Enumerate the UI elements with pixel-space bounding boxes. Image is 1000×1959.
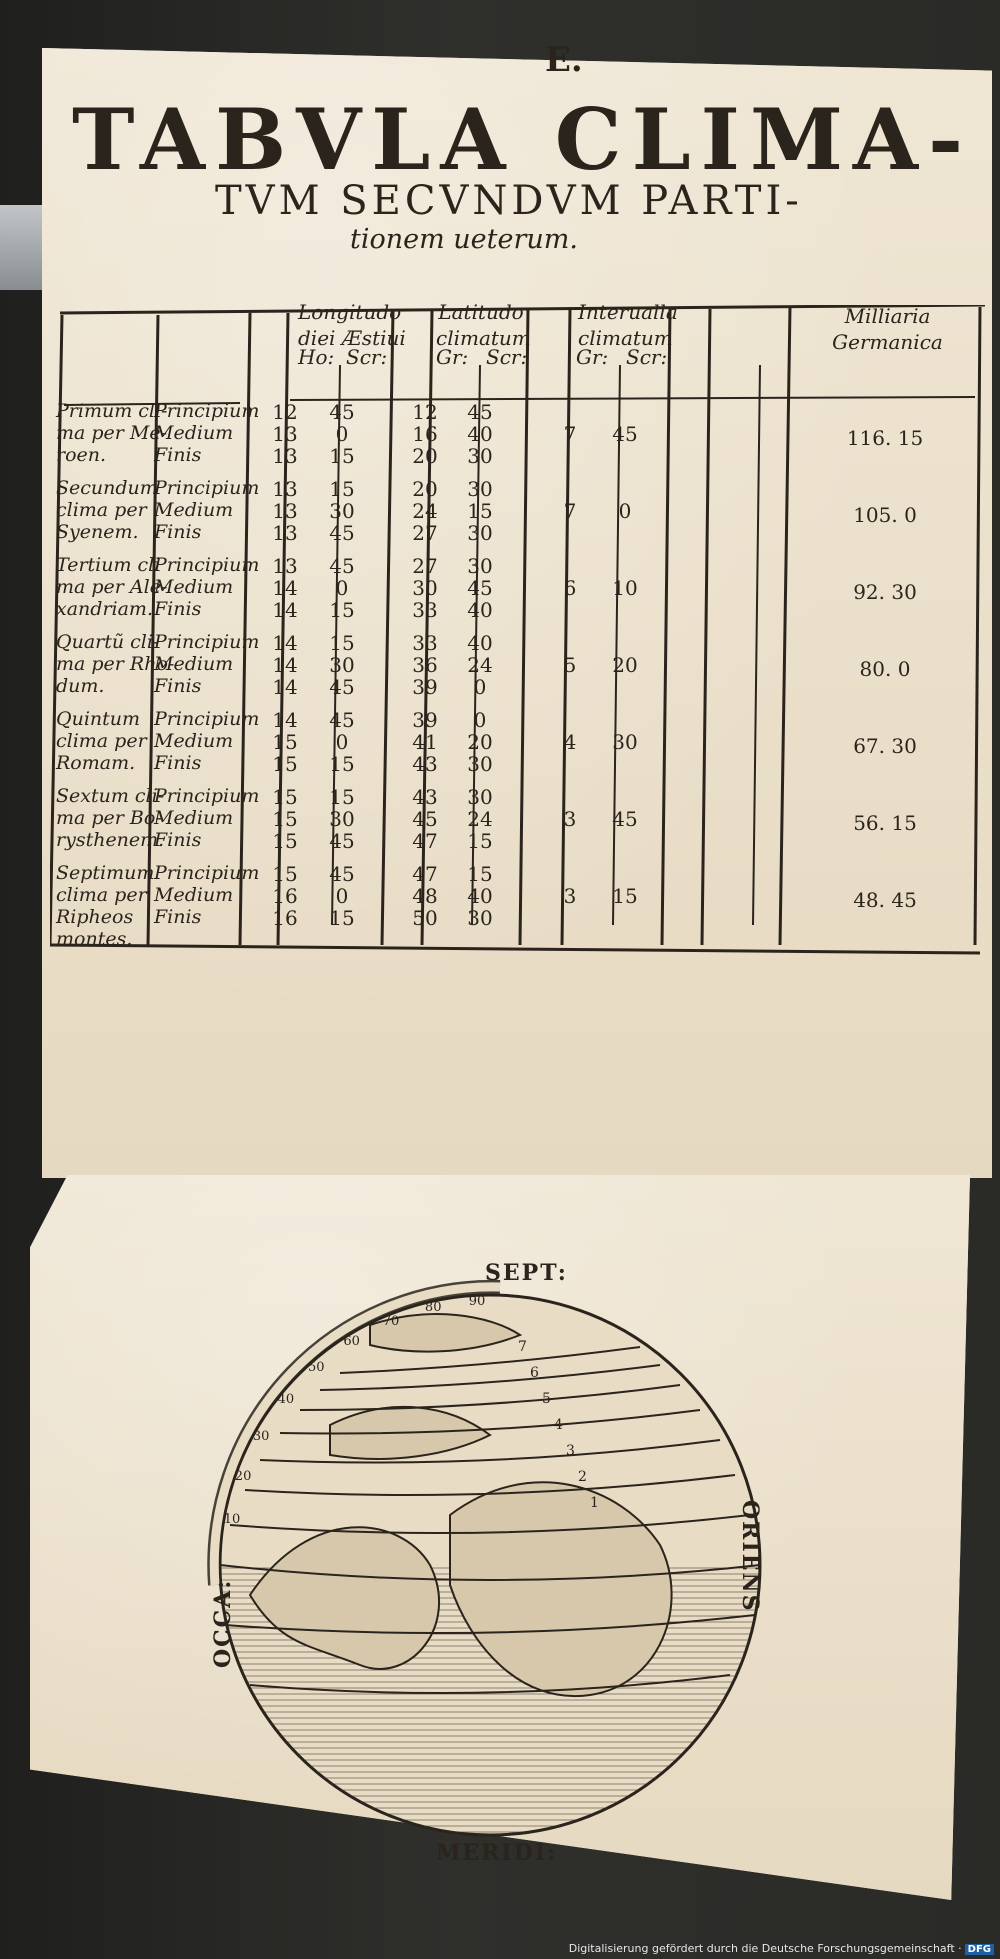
longitudo-value: 45 <box>329 708 355 732</box>
climate-part: Principium <box>154 708 260 730</box>
latitudo-value: 24 <box>412 499 438 523</box>
climate-name-line: ma per Rho- <box>56 653 175 675</box>
scale-number: 40 <box>277 1392 295 1408</box>
scale-number: 80 <box>424 1300 442 1316</box>
latitudo-value: 39 <box>412 675 438 699</box>
clima-number: 6 <box>530 1365 539 1381</box>
unit-lat-scr: Scr: <box>486 345 528 369</box>
latitudo-value: 15 <box>467 862 493 886</box>
longitudo-value: 14 <box>272 576 298 600</box>
latitudo-value: 24 <box>467 653 493 677</box>
latitudo-value: 40 <box>467 422 493 446</box>
climate-part: Finis <box>154 598 202 620</box>
longitudo-value: 14 <box>272 653 298 677</box>
climate-part: Finis <box>154 521 202 543</box>
longitudo-value: 30 <box>329 499 355 523</box>
climate-name-line: roen. <box>56 444 107 466</box>
page-subtitle-continued: tionem ueterum. <box>350 224 578 255</box>
longitudo-value: 45 <box>329 829 355 853</box>
scale-number: 70 <box>382 1313 400 1329</box>
longitudo-value: 16 <box>272 906 298 930</box>
climate-part: Medium <box>154 499 234 521</box>
header-longitudo-line2: diei Æstiui <box>298 326 406 350</box>
latitudo-value: 40 <box>467 631 493 655</box>
climate-name-line: Quintum <box>56 708 141 730</box>
longitudo-value: 14 <box>272 598 298 622</box>
latitudo-value: 30 <box>467 752 493 776</box>
label-north: SEPT: <box>485 1260 568 1286</box>
latitudo-value: 30 <box>467 906 493 930</box>
page-subtitle: TVM SECVNDVM PARTI- <box>215 178 803 224</box>
latitudo-value: 20 <box>412 477 438 501</box>
longitudo-value: 15 <box>272 829 298 853</box>
climate-name-line: ma per Ale- <box>56 576 168 598</box>
globe-illustration <box>190 1265 790 1865</box>
longitudo-value: 12 <box>272 400 298 424</box>
climate-table <box>50 300 992 1185</box>
unit-lat-gr: Gr: <box>436 345 469 369</box>
longitudo-value: 15 <box>272 785 298 809</box>
scale-number: 50 <box>308 1360 325 1376</box>
climate-part: Principium <box>154 400 260 422</box>
header-latitudo-line1: Latitudo <box>438 300 524 324</box>
unit-int-scr: Scr: <box>626 345 668 369</box>
header-latitudo <box>436 299 531 351</box>
latitudo-value: 39 <box>412 708 438 732</box>
longitudo-value: 15 <box>329 598 355 622</box>
climate-name-line: Ripheos <box>56 906 134 928</box>
climate-name-line: dum. <box>56 675 105 697</box>
longitudo-value: 15 <box>329 631 355 655</box>
interuallum-value: 6 <box>563 576 577 600</box>
latitudo-value: 33 <box>412 631 438 655</box>
interuallum-value: 5 <box>563 653 577 677</box>
longitudo-value: 15 <box>272 752 298 776</box>
header-milliaria-line2: Germanica <box>832 330 943 354</box>
longitudo-value: 14 <box>272 631 298 655</box>
header-milliaria <box>795 303 980 355</box>
latitudo-value: 33 <box>412 598 438 622</box>
latitudo-value: 45 <box>412 807 438 831</box>
longitudo-value: 0 <box>335 730 349 754</box>
milliaria-value: 92. 30 <box>853 580 917 604</box>
interuallum-value: 15 <box>612 884 638 908</box>
longitudo-value: 13 <box>272 444 298 468</box>
longitudo-value: 14 <box>272 675 298 699</box>
latitudo-value: 0 <box>473 675 487 699</box>
header-longitudo <box>298 299 406 351</box>
interuallum-value: 7 <box>563 422 577 446</box>
latitudo-value: 27 <box>412 521 438 545</box>
latitudo-value: 15 <box>467 499 493 523</box>
interuallum-value: 0 <box>618 499 632 523</box>
climate-part: Principium <box>154 631 260 653</box>
longitudo-value: 15 <box>272 862 298 886</box>
longitudo-value: 15 <box>329 752 355 776</box>
unit-long-hours: Ho: <box>298 345 335 369</box>
clima-number: 7 <box>518 1339 527 1355</box>
milliaria-value: 67. 30 <box>853 734 917 758</box>
latitudo-value: 12 <box>412 400 438 424</box>
longitudo-value: 14 <box>272 708 298 732</box>
latitudo-value: 43 <box>412 752 438 776</box>
longitudo-value: 15 <box>272 730 298 754</box>
milliaria-value: 80. 0 <box>859 657 911 681</box>
scale-number: 30 <box>252 1428 270 1444</box>
latitudo-value: 0 <box>473 708 487 732</box>
longitudo-value: 13 <box>272 477 298 501</box>
header-longitudo-line1: Longitudo <box>298 300 402 324</box>
climate-part: Medium <box>154 653 234 675</box>
longitudo-value: 30 <box>329 653 355 677</box>
label-west: OCCA: <box>210 1578 236 1668</box>
climate-part: Principium <box>154 785 260 807</box>
longitudo-value: 45 <box>329 521 355 545</box>
latitudo-value: 47 <box>412 862 438 886</box>
longitudo-value: 13 <box>272 499 298 523</box>
longitudo-value: 45 <box>329 400 355 424</box>
climate-part: Medium <box>154 730 234 752</box>
latitudo-value: 50 <box>412 906 438 930</box>
longitudo-value: 0 <box>335 422 349 446</box>
latitudo-value: 15 <box>467 829 493 853</box>
clima-number: 5 <box>542 1391 551 1407</box>
latitudo-value: 43 <box>412 785 438 809</box>
latitudo-value: 47 <box>412 829 438 853</box>
longitudo-value: 15 <box>329 906 355 930</box>
interuallum-value: 3 <box>563 884 577 908</box>
climate-name-line: ma per Me- <box>56 422 168 444</box>
longitudo-value: 0 <box>335 884 349 908</box>
header-latitudo-line2: climatum <box>436 326 531 350</box>
longitudo-value: 16 <box>272 884 298 908</box>
climate-part: Medium <box>154 807 234 829</box>
longitudo-value: 15 <box>329 477 355 501</box>
longitudo-value: 30 <box>329 807 355 831</box>
latitudo-value: 20 <box>412 444 438 468</box>
interuallum-value: 4 <box>563 730 577 754</box>
interuallum-value: 10 <box>612 576 638 600</box>
climate-name-line: Quartũ cli- <box>56 631 160 653</box>
label-east: ORIENS <box>737 1500 763 1613</box>
scale-number: 10 <box>223 1511 241 1527</box>
longitudo-value: 13 <box>272 422 298 446</box>
climate-name-line: clima per <box>56 499 147 521</box>
climate-name-line: Tertium cli <box>56 554 161 576</box>
latitudo-value: 40 <box>467 884 493 908</box>
climate-part: Finis <box>154 829 202 851</box>
climate-name-line: clima per <box>56 730 147 752</box>
longitudo-value: 0 <box>335 576 349 600</box>
climate-part: Principium <box>154 862 260 884</box>
climate-part: Finis <box>154 675 202 697</box>
header-interualla-line2: climatum <box>578 326 673 350</box>
clima-number: 1 <box>590 1495 599 1511</box>
climate-part: Principium <box>154 554 260 576</box>
clima-number: 3 <box>566 1443 575 1459</box>
header-milliaria-line1: Milliaria <box>844 304 931 328</box>
climate-part: Medium <box>154 884 234 906</box>
latitudo-value: 45 <box>467 400 493 424</box>
climate-name-line: xandriam. <box>56 598 153 620</box>
longitudo-value: 15 <box>272 807 298 831</box>
globe-svg <box>190 1265 790 1865</box>
climate-name-line: Primum cli- <box>56 400 168 422</box>
climate-name-line: clima per <box>56 884 147 906</box>
interuallum-value: 7 <box>563 499 577 523</box>
climate-name-line: ma per Bo- <box>56 807 162 829</box>
latitudo-value: 40 <box>467 598 493 622</box>
latitudo-value: 36 <box>412 653 438 677</box>
unit-int-gr: Gr: <box>576 345 609 369</box>
longitudo-value: 15 <box>329 444 355 468</box>
header-interualla-line1: Interualla <box>578 300 678 324</box>
latitudo-value: 24 <box>467 807 493 831</box>
footer-credit <box>569 1942 994 1955</box>
interuallum-value: 3 <box>563 807 577 831</box>
clima-number: 4 <box>554 1417 563 1433</box>
interuallum-value: 45 <box>612 807 638 831</box>
longitudo-value: 13 <box>272 521 298 545</box>
climate-part: Finis <box>154 752 202 774</box>
latitudo-value: 30 <box>467 477 493 501</box>
longitudo-value: 15 <box>329 785 355 809</box>
climate-part: Medium <box>154 422 234 444</box>
signature-mark: E. <box>545 40 583 80</box>
longitudo-value: 45 <box>329 675 355 699</box>
footer-text: Digitalisierung gefördert durch die Deutsche Forschungsgemeinschaft · <box>568 1942 962 1955</box>
latitudo-value: 45 <box>467 576 493 600</box>
latitudo-value: 48 <box>412 884 438 908</box>
interuallum-value: 30 <box>612 730 638 754</box>
climate-name-line: Septimum <box>56 862 155 884</box>
latitudo-value: 30 <box>412 576 438 600</box>
climate-name-line: Syenem. <box>56 521 139 543</box>
climate-part: Finis <box>154 444 202 466</box>
milliaria-value: 48. 45 <box>853 888 917 912</box>
dfg-badge: DFG <box>965 1944 994 1955</box>
latitudo-value: 30 <box>467 521 493 545</box>
clima-number: 2 <box>578 1469 587 1485</box>
longitudo-value: 45 <box>329 862 355 886</box>
page-title: TABVLA CLIMA- <box>72 90 973 189</box>
climate-name-line: montes. <box>56 928 133 950</box>
climate-part: Principium <box>154 477 260 499</box>
scale-number: 20 <box>234 1469 252 1485</box>
climate-part: Medium <box>154 576 234 598</box>
climate-name-line: Romam. <box>56 752 136 774</box>
climate-part: Finis <box>154 906 202 928</box>
latitudo-value: 27 <box>412 554 438 578</box>
longitudo-value: 45 <box>329 554 355 578</box>
scale-number: 60 <box>343 1333 360 1349</box>
longitudo-value: 13 <box>272 554 298 578</box>
climate-name-line: Sextum cli- <box>56 785 165 807</box>
interuallum-value: 20 <box>612 653 638 677</box>
latitudo-value: 20 <box>467 730 493 754</box>
latitudo-value: 30 <box>467 785 493 809</box>
header-interualla <box>578 299 678 351</box>
milliaria-value: 56. 15 <box>853 811 917 835</box>
latitudo-value: 41 <box>412 730 438 754</box>
climate-name-line: rysthenem. <box>56 829 165 851</box>
latitudo-value: 30 <box>467 444 493 468</box>
interuallum-value: 45 <box>612 422 638 446</box>
unit-long-scr: Scr: <box>346 345 388 369</box>
label-south: MERIDI: <box>436 1840 558 1866</box>
climate-name-line: Secundum <box>56 477 158 499</box>
latitudo-value: 30 <box>467 554 493 578</box>
scale-number: 90 <box>468 1294 486 1310</box>
latitudo-value: 16 <box>412 422 438 446</box>
milliaria-value: 105. 0 <box>853 503 917 527</box>
milliaria-value: 116. 15 <box>846 426 924 450</box>
